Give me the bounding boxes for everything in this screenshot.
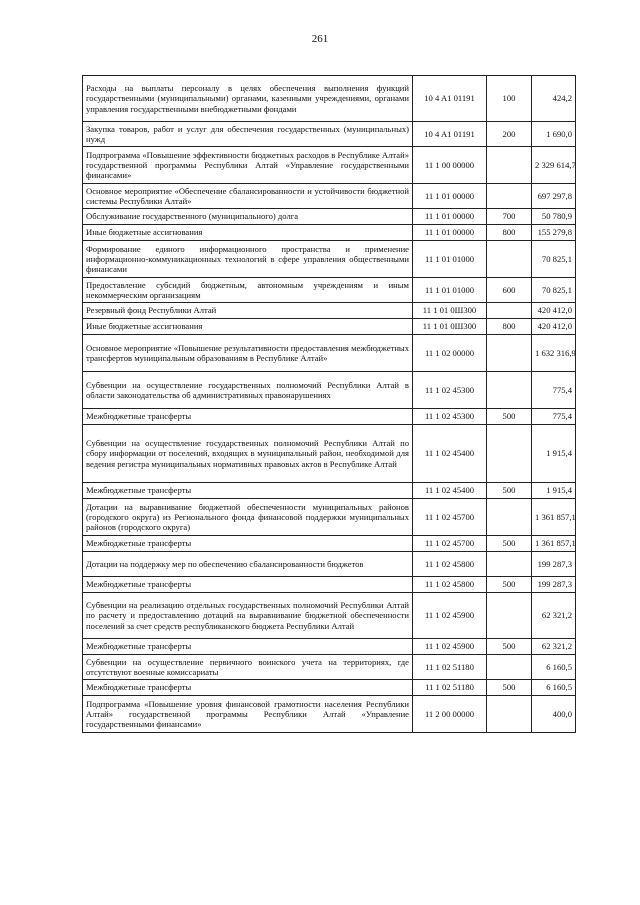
table-row <box>83 184 576 209</box>
row-name-cell: Межбюджетные трансферты <box>83 483 413 499</box>
table-row <box>83 425 576 483</box>
row-name-cell: Межбюджетные трансферты <box>83 680 413 696</box>
page-number: 261 <box>311 33 329 45</box>
row-name-cell: Субвенции на осуществление первичного воинского учета на территориях, где отсутствуют военные комиссариаты <box>83 655 413 680</box>
row-code-cell: 11 1 01 01000 <box>413 241 487 278</box>
row-code-cell: 11 1 02 45900 <box>413 593 487 639</box>
table-row <box>83 499 576 536</box>
row-amount-cell: 420 412,0 <box>532 303 576 319</box>
row-expense-type-cell <box>487 552 532 577</box>
row-name-cell: Субвенции на осуществление государственных полномочий Республики Алтай по сбору информации от поселений, входящих в муниципальный район, необходимой для ведения регистра муниципальных нормативных правовых актов в Республике Алтай <box>83 425 413 483</box>
row-expense-type-cell: 500 <box>487 639 532 655</box>
row-expense-type-cell: 500 <box>487 680 532 696</box>
table-row <box>83 76 576 122</box>
row-code-cell: 11 1 00 00000 <box>413 147 487 184</box>
row-code-cell: 11 1 02 45800 <box>413 577 487 593</box>
row-name-cell: Резервный фонд Республики Алтай <box>83 303 413 319</box>
row-code-cell: 11 1 01 0Ш300 <box>413 303 487 319</box>
table-row <box>83 335 576 372</box>
row-amount-cell: 70 825,1 <box>532 241 576 278</box>
row-expense-type-cell <box>487 147 532 184</box>
row-code-cell: 11 2 00 00000 <box>413 696 487 733</box>
row-code-cell: 10 4 A1 01191 <box>413 122 487 147</box>
table-row <box>83 209 576 225</box>
row-code-cell: 11 1 02 45400 <box>413 425 487 483</box>
row-amount-cell: 199 287,3 <box>532 552 576 577</box>
row-code-cell: 11 1 02 45300 <box>413 409 487 425</box>
row-code-cell: 11 1 02 45900 <box>413 639 487 655</box>
row-code-cell: 11 1 01 00000 <box>413 225 487 241</box>
table-row <box>83 483 576 499</box>
row-amount-cell: 1 915,4 <box>532 425 576 483</box>
row-name-cell: Субвенции на реализацию отдельных государственных полномочий Республики Алтай по расчету и предоставлению дотаций на выравнивание бюджетной обеспеченности поселений за счет средств республиканского бюджета Республики Алтай <box>83 593 413 639</box>
row-amount-cell: 70 825,1 <box>532 278 576 303</box>
row-expense-type-cell: 800 <box>487 225 532 241</box>
row-amount-cell: 697 297,8 <box>532 184 576 209</box>
row-amount-cell: 1 915,4 <box>532 483 576 499</box>
row-expense-type-cell <box>487 655 532 680</box>
table-row <box>83 225 576 241</box>
row-code-cell: 11 1 02 51180 <box>413 680 487 696</box>
row-amount-cell: 62 321,2 <box>532 593 576 639</box>
row-name-cell: Формирование единого информационного пространства и применение информационно-коммуникационных технологий в сфере управления общественными финансами <box>83 241 413 278</box>
row-expense-type-cell: 600 <box>487 278 532 303</box>
row-amount-cell: 2 329 614,7 <box>532 147 576 184</box>
row-name-cell: Иные бюджетные ассигнования <box>83 225 413 241</box>
row-name-cell: Межбюджетные трансферты <box>83 639 413 655</box>
row-name-cell: Межбюджетные трансферты <box>83 536 413 552</box>
table-row <box>83 696 576 733</box>
row-expense-type-cell <box>487 372 532 409</box>
row-name-cell: Субвенции на осуществление государственных полномочий Республики Алтай в области законодательства об административных правонарушениях <box>83 372 413 409</box>
row-expense-type-cell <box>487 593 532 639</box>
row-amount-cell: 1 361 857,1 <box>532 499 576 536</box>
table-row <box>83 536 576 552</box>
table-row <box>83 241 576 278</box>
row-expense-type-cell <box>487 184 532 209</box>
row-code-cell: 11 1 02 45800 <box>413 552 487 577</box>
row-name-cell: Иные бюджетные ассигнования <box>83 319 413 335</box>
budget-table-body <box>83 76 576 733</box>
budget-table <box>82 75 576 733</box>
table-row <box>83 655 576 680</box>
row-name-cell: Закупка товаров, работ и услуг для обеспечения государственных (муниципальных) нужд <box>83 122 413 147</box>
row-amount-cell: 62 321,2 <box>532 639 576 655</box>
row-expense-type-cell: 500 <box>487 483 532 499</box>
row-name-cell: Основное мероприятие «Обеспечение сбалансированности и устойчивости бюджетной системы Республики Алтай» <box>83 184 413 209</box>
row-expense-type-cell: 200 <box>487 122 532 147</box>
row-amount-cell: 6 160,5 <box>532 680 576 696</box>
row-code-cell: 11 1 01 0Ш300 <box>413 319 487 335</box>
row-code-cell: 11 1 01 00000 <box>413 184 487 209</box>
row-name-cell: Обслуживание государственного (муниципального) долга <box>83 209 413 225</box>
row-name-cell: Подпрограмма «Повышение эффективности бюджетных расходов в Республике Алтай» государственной программы Республики Алтай «Управление государственными финансами» <box>83 147 413 184</box>
row-name-cell: Основное мероприятие «Повышение результативности предоставления межбюджетных трансфертов муниципальным образованиям в Республике Алтай» <box>83 335 413 372</box>
row-expense-type-cell <box>487 335 532 372</box>
row-expense-type-cell <box>487 696 532 733</box>
row-code-cell: 11 1 01 01000 <box>413 278 487 303</box>
table-row <box>83 552 576 577</box>
row-amount-cell: 420 412,0 <box>532 319 576 335</box>
row-amount-cell: 1 632 316,9 <box>532 335 576 372</box>
table-row <box>83 593 576 639</box>
row-expense-type-cell: 500 <box>487 536 532 552</box>
row-amount-cell: 775,4 <box>532 372 576 409</box>
row-code-cell: 10 4 A1 01191 <box>413 76 487 122</box>
row-name-cell: Межбюджетные трансферты <box>83 577 413 593</box>
row-name-cell: Подпрограмма «Повышение уровня финансовой грамотности населения Республики Алтай» государственной программы Республики Алтай «Управление государственными финансами» <box>83 696 413 733</box>
row-amount-cell: 155 279,8 <box>532 225 576 241</box>
row-code-cell: 11 1 02 45300 <box>413 372 487 409</box>
row-amount-cell: 775,4 <box>532 409 576 425</box>
row-expense-type-cell: 700 <box>487 209 532 225</box>
row-expense-type-cell: 800 <box>487 319 532 335</box>
row-code-cell: 11 1 02 00000 <box>413 335 487 372</box>
table-row <box>83 319 576 335</box>
table-row <box>83 409 576 425</box>
table-row <box>83 680 576 696</box>
row-amount-cell: 424,2 <box>532 76 576 122</box>
row-code-cell: 11 1 02 45700 <box>413 499 487 536</box>
row-expense-type-cell: 500 <box>487 577 532 593</box>
table-row <box>83 303 576 319</box>
row-amount-cell: 1 690,0 <box>532 122 576 147</box>
row-expense-type-cell <box>487 425 532 483</box>
row-name-cell: Межбюджетные трансферты <box>83 409 413 425</box>
row-amount-cell: 400,0 <box>532 696 576 733</box>
table-row <box>83 147 576 184</box>
row-expense-type-cell: 500 <box>487 409 532 425</box>
row-expense-type-cell <box>487 499 532 536</box>
row-amount-cell: 6 160,5 <box>532 655 576 680</box>
row-code-cell: 11 1 02 45400 <box>413 483 487 499</box>
table-row <box>83 278 576 303</box>
row-amount-cell: 199 287,3 <box>532 577 576 593</box>
row-expense-type-cell: 100 <box>487 76 532 122</box>
table-row <box>83 577 576 593</box>
row-expense-type-cell <box>487 303 532 319</box>
table-row <box>83 639 576 655</box>
row-expense-type-cell <box>487 241 532 278</box>
row-amount-cell: 1 361 857,1 <box>532 536 576 552</box>
table-row <box>83 372 576 409</box>
row-name-cell: Расходы на выплаты персоналу в целях обеспечения выполнения функций государственными (муниципальными) органами, казенными учреждениями, органами управления государственными внебюджетными фондами <box>83 76 413 122</box>
row-name-cell: Дотации на выравнивание бюджетной обеспеченности муниципальных районов (городского округа) из Регионального фонда финансовой поддержки муниципальных районов (городского округа) <box>83 499 413 536</box>
row-code-cell: 11 1 02 51180 <box>413 655 487 680</box>
table-row <box>83 122 576 147</box>
row-name-cell: Дотации на поддержку мер по обеспечению сбалансированности бюджетов <box>83 552 413 577</box>
row-code-cell: 11 1 02 45700 <box>413 536 487 552</box>
row-code-cell: 11 1 01 00000 <box>413 209 487 225</box>
row-amount-cell: 50 780,9 <box>532 209 576 225</box>
row-name-cell: Предоставление субсидий бюджетным, автономным учреждениям и иным некоммерческим организациям <box>83 278 413 303</box>
